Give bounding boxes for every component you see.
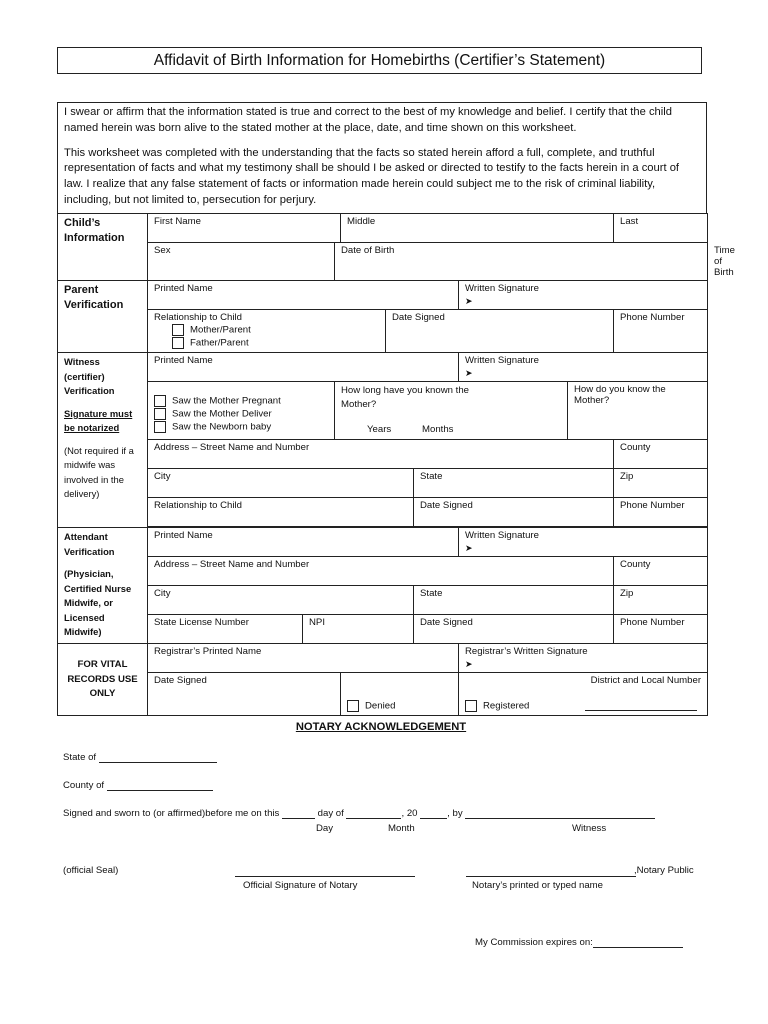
signature-arrow-icon: ➤ — [465, 543, 473, 553]
year-prefix: , 20 — [401, 808, 418, 819]
saw-deliver-label: Saw the Mother Deliver — [172, 408, 272, 420]
years-label: Years — [367, 424, 392, 435]
signature-arrow-icon: ➤ — [465, 659, 473, 669]
statement-paragraph-1: I swear or affirm that the information stated is true and correct to the best of my knowledge and belief. I certify that the child named herein was born alive to the stated mother at the place, date, and time shown on this worksheet. — [64, 106, 672, 134]
witness-caption: Witness — [572, 823, 607, 834]
day-caption: Day — [316, 823, 334, 834]
witness-relationship-field[interactable]: Relationship to Child — [148, 498, 414, 527]
attendant-date-signed-field[interactable]: Date Signed — [414, 615, 614, 644]
witness-name-blank[interactable] — [465, 808, 655, 819]
father-parent-checkbox[interactable] — [172, 337, 184, 349]
attendant-label: Attendant Verification — [64, 531, 115, 557]
county-of-label: County of — [63, 780, 105, 791]
witness-printed-name-field[interactable]: Printed Name — [148, 353, 459, 382]
witness-signature-field[interactable] — [459, 353, 708, 382]
county-of-blank[interactable] — [107, 780, 213, 791]
witness-date-signed-field[interactable]: Date Signed — [414, 498, 614, 527]
parent-phone-field[interactable]: Phone Number — [614, 310, 708, 353]
months-label: Months — [422, 424, 454, 435]
witness-zip-field[interactable]: Zip — [614, 469, 708, 498]
certifier-statement — [57, 102, 707, 214]
father-parent-label: Father/Parent — [190, 337, 249, 349]
registered-checkbox[interactable] — [465, 700, 477, 712]
registrar-name-field[interactable]: Registrar’s Printed Name — [148, 644, 459, 673]
state-of-blank[interactable] — [99, 752, 217, 763]
attendant-license-field[interactable]: State License Number — [148, 615, 303, 644]
attendant-state-field[interactable]: State — [414, 586, 614, 615]
commission-blank[interactable] — [593, 937, 683, 948]
notary-public-label: ,Notary Public — [634, 865, 694, 876]
vital-records-label: FOR VITAL RECORDS USE ONLY — [58, 644, 148, 716]
signature-arrow-icon: ➤ — [465, 296, 473, 306]
witness-how-long-field[interactable] — [335, 382, 568, 440]
by-label: , by — [447, 808, 463, 819]
witness-phone-field[interactable]: Phone Number — [614, 498, 708, 527]
commission-label: My Commission expires on: — [475, 937, 593, 948]
attendant-signature-label: Written Signature — [465, 530, 539, 541]
month-blank[interactable] — [346, 808, 401, 819]
parent-section-label: Parent Verification — [58, 281, 148, 353]
official-seal-label: (official Seal) — [63, 865, 119, 876]
parent-signature-label: Written Signature — [465, 283, 539, 294]
witness-how-know-field[interactable]: How do you know the Mother? — [568, 382, 708, 440]
notary-printed-name-line[interactable] — [466, 876, 636, 877]
state-of-label: State of — [63, 752, 97, 763]
saw-newborn-checkbox[interactable] — [154, 421, 166, 433]
day-blank[interactable] — [282, 808, 315, 819]
how-long-label: How long have you known the Mother? — [341, 385, 469, 410]
witness-notarized-note: Signature must be notarized — [64, 407, 133, 433]
parent-relationship-label: Relationship to Child — [154, 312, 242, 323]
saw-deliver-checkbox[interactable] — [154, 408, 166, 420]
witness-label: Witness (certifier) Verification — [64, 356, 115, 396]
parent-date-signed-field[interactable]: Date Signed — [386, 310, 614, 353]
year-blank[interactable] — [420, 808, 447, 819]
parent-printed-name-field[interactable]: Printed Name — [148, 281, 459, 310]
attendant-zip-field[interactable]: Zip — [614, 586, 708, 615]
attendant-section-label — [58, 528, 148, 644]
witness-checkbox-group — [148, 382, 335, 440]
child-section-label: Child’s Information — [58, 214, 148, 281]
month-caption: Month — [388, 823, 415, 834]
saw-pregnant-label: Saw the Mother Pregnant — [172, 395, 281, 407]
attendant-city-field[interactable]: City — [148, 586, 414, 615]
affidavit-form-table: Child’s Information First Name Middle Last Sex Date of Birth Time of Birth Parent Verification Printed Name Written Signature ➤ Relationship to Child Mother/Parent Father/Parent Date Signed Phone Number Witness (certifier) Verification Signature must be notarized (Not required if a midwife was involved in the delivery) Printed Name Written Signature ➤ Saw the Mother Pregnant Saw the Mother Deliver Saw the Newborn baby How long have you known the Mother? Years Months How do you know the Mother? Address – Street Name and Number County City State Zip Relationship to Child Date Signed Phone Number Attendant Verification (Physician, Certified Nurse Midwife, or Licensed Midwife) Printed Name Written Signature ➤ Address – Street Name and Number County City State Zip State License Number NPI Date Signed Phone Number FOR VITAL RECORDS USE ONLY Registrar’s Printed Name Registrar’s Written Signature ➤ Date Signed Denied District and Local Number Registered — [57, 213, 708, 716]
witness-address-field[interactable]: Address – Street Name and Number — [148, 440, 614, 469]
notary-sworn-line — [63, 808, 655, 819]
denied-label: Denied — [365, 700, 396, 712]
witness-signature-label: Written Signature — [465, 355, 539, 366]
statement-paragraph-2: This worksheet was completed with the understanding that the facts so stated herein afford a full, complete, and truthful representation of facts and what my testimony shall be should I be asked or directed to testify to the facts herein in a court of law. I realize that any false statement of facts or information made herein could subject me to the risk of criminal liability, including, but not limited to, persecution for perjury. — [64, 146, 680, 206]
sworn-prefix: Signed and sworn to (or affirmed)before me on this — [63, 808, 280, 819]
child-first-name-field[interactable]: First Name — [148, 214, 341, 243]
official-signature-caption: Official Signature of Notary — [243, 880, 358, 891]
signature-arrow-icon: ➤ — [465, 368, 473, 378]
registrar-signature-label: Registrar’s Written Signature — [465, 646, 588, 657]
commission-line — [475, 937, 683, 948]
attendant-note: (Physician, Certified Nurse Midwife, or Licensed Midwife) — [64, 568, 132, 637]
witness-city-field[interactable]: City — [148, 469, 414, 498]
mother-parent-checkbox[interactable] — [172, 324, 184, 336]
witness-county-field[interactable]: County — [614, 440, 708, 469]
child-sex-field[interactable]: Sex — [148, 243, 335, 281]
parent-relationship-field — [148, 310, 386, 353]
attendant-npi-field[interactable]: NPI — [303, 615, 414, 644]
attendant-phone-field[interactable]: Phone Number — [614, 615, 708, 644]
witness-section-label — [58, 353, 148, 528]
mother-parent-label: Mother/Parent — [190, 324, 251, 336]
form-title: Affidavit of Birth Information for Homebirths (Certifier’s Statement) — [57, 47, 702, 74]
child-middle-field[interactable]: Middle — [341, 214, 614, 243]
attendant-county-field[interactable]: County — [614, 557, 708, 586]
attendant-signature-field[interactable] — [459, 528, 708, 557]
notary-heading: NOTARY ACKNOWLEDGEMENT — [295, 721, 467, 733]
registered-label: Registered — [483, 700, 530, 712]
vital-date-signed-field[interactable]: Date Signed — [148, 673, 341, 716]
notary-printed-name-caption: Notary’s printed or typed name — [472, 880, 604, 891]
child-last-field[interactable]: Last — [614, 214, 708, 243]
district-label: District and Local Number — [590, 675, 702, 686]
saw-pregnant-checkbox[interactable] — [154, 395, 166, 407]
denied-option — [341, 673, 459, 716]
notary-state-line — [63, 752, 217, 763]
witness-state-field[interactable]: State — [414, 469, 614, 498]
saw-newborn-label: Saw the Newborn baby — [172, 421, 272, 433]
notary-signature-line[interactable] — [235, 876, 415, 877]
day-of-label: day of — [317, 808, 344, 819]
notary-county-line — [63, 780, 213, 791]
registered-district-field — [459, 673, 708, 716]
witness-midwife-note: (Not required if a midwife was involved in the delivery) — [64, 444, 134, 499]
attendant-printed-name-field[interactable]: Printed Name — [148, 528, 459, 557]
district-number-blank[interactable] — [585, 700, 697, 711]
registrar-signature-field[interactable] — [459, 644, 708, 673]
parent-signature-field[interactable] — [459, 281, 708, 310]
attendant-address-field[interactable]: Address – Street Name and Number — [148, 557, 614, 586]
child-dob-field[interactable]: Date of Birth — [335, 243, 708, 281]
denied-checkbox[interactable] — [347, 700, 359, 712]
